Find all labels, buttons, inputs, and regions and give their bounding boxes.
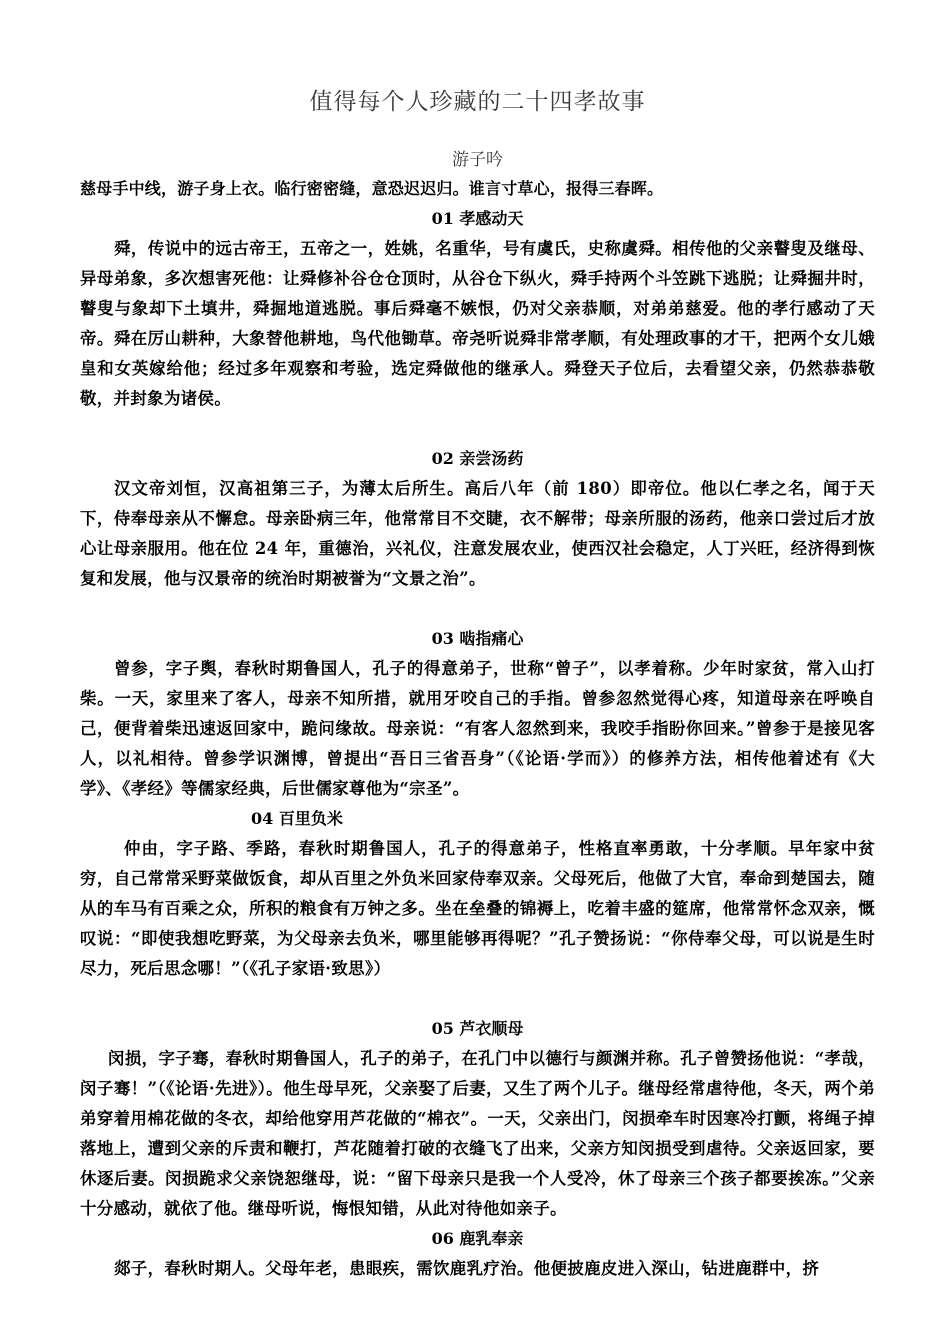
story-body: 曾参，字子舆，春秋时期鲁国人，孔子的得意弟子，世称“曾子”，以孝着称。少年时家贫，常入山打柴。一天，家里来了客人，母亲不知所措，就用牙咬自己的手指。曾参忽然觉得心疼，知道母亲在呼唤自己，便背着柴迅速返回家中，跪问缘故。母亲说：“有客人忽然到来，我咬手指盼你回来。”曾参于是接见客人，以礼相待。曾参学识渊博，曾提出“吾日三省吾身”（《论语·学而》）的修养方法，相传他着述有《大学》、《孝经》等儒家经典，后世儒家尊他为“宗圣”。	[80, 659, 875, 798]
story-heading: 05 芦衣顺母	[431, 1019, 524, 1038]
story-heading: 06 鹿乳奉亲	[431, 1229, 524, 1248]
story-heading: 03 啮指痛心	[431, 629, 524, 648]
blank-line	[80, 594, 875, 624]
story-heading: 02 亲尝汤药	[431, 449, 524, 468]
story-section	[80, 804, 875, 984]
story-section	[80, 204, 875, 414]
story-heading: 04 百里负米	[251, 809, 343, 828]
document-page	[80, 82, 875, 1284]
story-body: 汉文帝刘恒，汉高祖第三子，为薄太后所生。高后八年（前 180）即帝位。他以仁孝之名，闻于天下，侍奉母亲从不懈怠。母亲卧病三年，他常常目不交睫，衣不解带；母亲所服的汤药，他亲口尝过后才放心让母亲服用。他在位 24 年，重德治，兴礼仪，注意发展农业，使西汉社会稳定，人丁兴旺，经济得到恢复和发展，他与汉景帝的统治时期被誉为“文景之治”。	[80, 479, 875, 588]
story-body: 闵损，字子骞，春秋时期鲁国人，孔子的弟子，在孔门中以德行与颜渊并称。孔子曾赞扬他说：“孝哉，闵子骞！”（《论语·先进》）。他生母早死，父亲娶了后妻，又生了两个儿子。继母经常虐待他，冬天，两个弟弟穿着用棉花做的冬衣，却给他穿用芦花做的“棉衣”。一天，父亲出门，闵损牵车时因寒冷打颤，将绳子掉落地上，遭到父亲的斥责和鞭打，芦花随着打破的衣缝飞了出来，父亲方知闵损受到虐待。父亲返回家，要休逐后妻。闵损跪求父亲饶恕继母，说：“留下母亲只是我一个人受冷，休了母亲三个孩子都要挨冻。”父亲十分感动，就依了他。继母听说，悔恨知错，从此对待他如亲子。	[80, 1049, 875, 1218]
story-body: 舜，传说中的远古帝王，五帝之一，姓姚，名重华，号有虞氏，史称虞舜。相传他的父亲瞽叟及继母、异母弟象，多次想害死他：让舜修补谷仓仓顶时，从谷仓下纵火，舜手持两个斗笠跳下逃脱；让舜掘井时，瞽叟与象却下土填井，舜掘地道逃脱。事后舜毫不嫉恨，仍对父亲恭顺，对弟弟慈爱。他的孝行感动了天帝。舜在厉山耕种，大象替他耕地，鸟代他锄草。帝尧听说舜非常孝顺，有处理政事的才干，把两个女儿娥皇和女英嫁给他；经过多年观察和考验，选定舜做他的继承人。舜登天子位后，去看望父亲，仍然恭恭敬敬，并封象为诸侯。	[80, 239, 875, 408]
story-heading: 01 孝感动天	[431, 209, 524, 228]
story-body: 仲由，字子路、季路，春秋时期鲁国人，孔子的得意弟子，性格直率勇敢，十分孝顺。早年家中贫穷，自己常常采野菜做饭食，却从百里之外负米回家侍奉双亲。父母死后，他做了大官，奉命到楚国去，随从的车马有百乘之众，所积的粮食有万钟之多。坐在垒叠的锦褥上，吃着丰盛的筵席，他常常怀念双亲，慨叹说：“即使我想吃野菜，为父母亲去负米，哪里能够再得呢？”孔子赞扬说：“你侍奉父母，可以说是生时尽力，死后思念哪！”（《孔子家语·致思》）	[80, 839, 875, 978]
poem-text: 慈母手中线，游子身上衣。临行密密缝，意恐迟迟归。谁言寸草心，报得三春晖。	[80, 179, 664, 198]
poem-title: 游子吟	[452, 150, 503, 170]
blank-line	[80, 414, 875, 444]
blank-line	[80, 984, 875, 1014]
story-section	[80, 1014, 875, 1224]
story-section	[80, 624, 875, 804]
story-body: 郯子，春秋时期人。父母年老，患眼疾，需饮鹿乳疗治。他便披鹿皮进入深山，钻进鹿群中，挤	[114, 1259, 820, 1278]
document-title: 值得每个人珍藏的二十四孝故事	[309, 89, 646, 115]
story-section	[80, 1224, 875, 1284]
story-section	[80, 444, 875, 594]
